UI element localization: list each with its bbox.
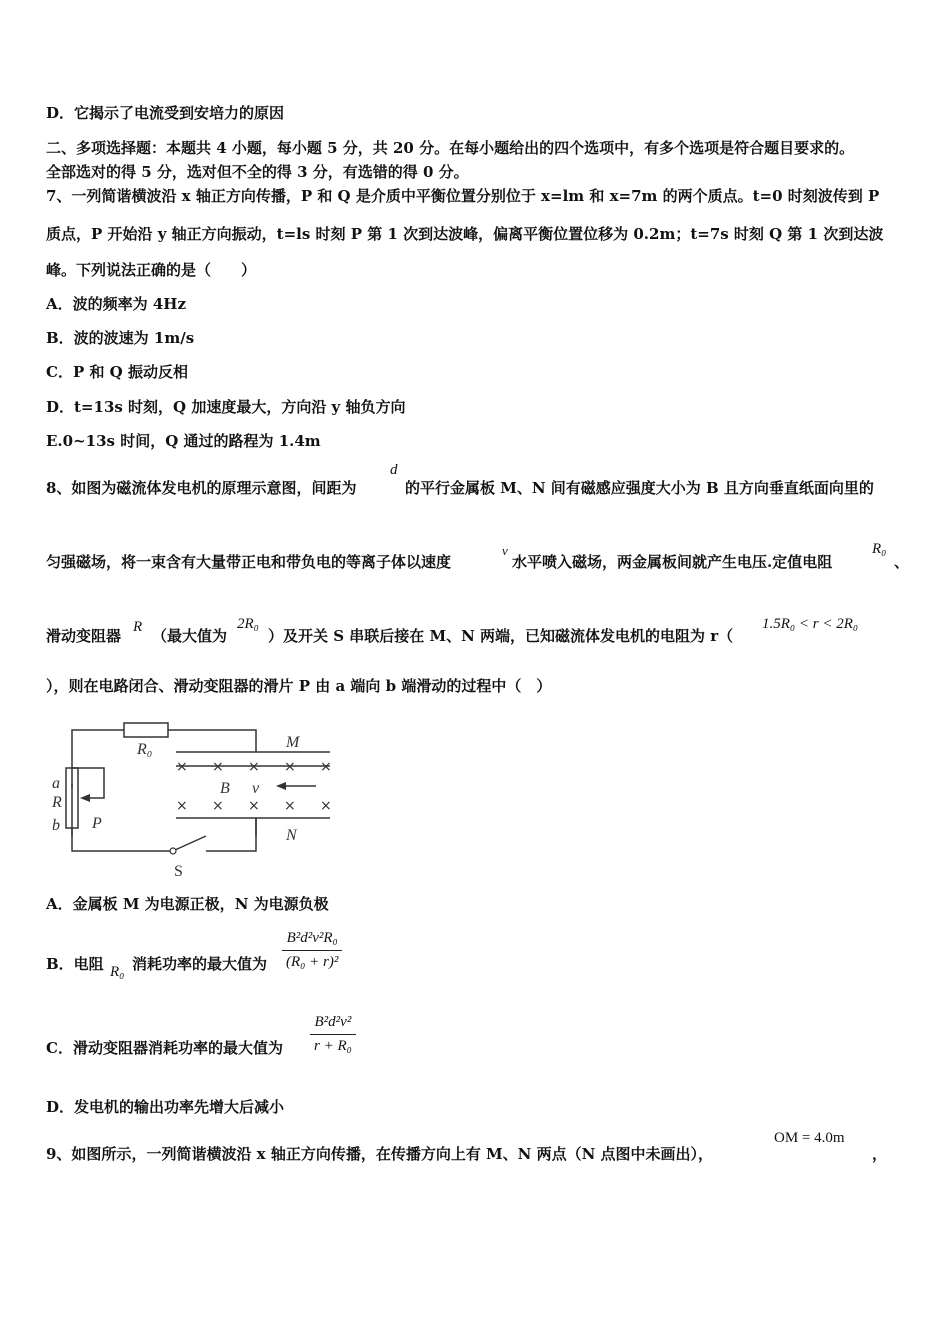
question-7-line2: 质点，P 开始沿 y 轴正方向振动，t=ls 时刻 P 第 1 次到达波峰，偏离平衡位置位移为 0.2m；t=7s 时刻 Q 第 1 次到达波 [46, 225, 884, 243]
math-R: R [133, 619, 143, 635]
cross: × [320, 759, 332, 775]
fraction-b-denominator: (R₀ + r)² [286, 954, 339, 970]
label-s: S [174, 863, 183, 880]
cross: × [320, 798, 332, 814]
option-7d-prev: D．它揭示了电流受到安培力的原因 [46, 104, 285, 122]
question-9-comma: ， [872, 1145, 888, 1163]
question-8-line3c: ）及开关 S 串联后接在 M、N 两端，已知磁流体发电机的电阻为 r（ [268, 627, 734, 645]
slider-arrowhead [80, 794, 90, 802]
cross: × [248, 759, 260, 775]
label-n: N [286, 827, 297, 844]
option-8c: C．滑动变阻器消耗功率的最大值为 [46, 1039, 283, 1057]
wire-bottom-left [72, 828, 171, 851]
math-v: v [502, 543, 508, 558]
cross: × [284, 759, 296, 775]
label-r0: R₀ [137, 741, 153, 758]
cross: × [248, 798, 260, 814]
question-8-line2c: 、 [894, 553, 910, 571]
switch-pivot [170, 848, 176, 854]
question-8-line3a: 滑动变阻器 [46, 627, 122, 645]
cross: × [176, 798, 188, 814]
label-m: M [286, 734, 300, 751]
top-wire-right [168, 730, 256, 752]
fraction-b-numerator: B²d²v²R₀ [282, 930, 342, 951]
math-R0: R₀ [872, 541, 887, 557]
math-om: OM = 4.0m [774, 1130, 845, 1146]
fraction-c [310, 1014, 356, 1055]
fraction-b [282, 930, 342, 971]
label-v: v [252, 780, 260, 797]
math-2R0: 2R₀ [237, 616, 259, 632]
label-b-end: b [52, 817, 60, 834]
question-8-line3b: （最大值为 [152, 627, 228, 645]
question-8-line2a: 匀强磁场，将一束含有大量带正电和带负电的等离子体以速度 [46, 553, 452, 571]
section-heading: 二、多项选择题：本题共 4 小题，每小题 5 分，共 20 分。在每小题给出的四个选项中，有多个选项是符合题目要求的。 [46, 139, 855, 157]
switch-lever [175, 836, 206, 850]
slider-wire [72, 768, 104, 798]
label-a: a [52, 775, 60, 792]
question-8-line2b: 水平喷入磁场，两金属板间就产生电压.定值电阻 [512, 553, 833, 571]
question-8-line1b: 的平行金属板 M、N 间有磁感应强度大小为 B 且方向垂直纸面向里的 [405, 479, 874, 497]
math-r0-b: R₀ [110, 964, 125, 980]
section-heading-cont: 全部选对的得 5 分，选对但不全的得 3 分，有选错的得 0 分。 [46, 163, 469, 181]
option-8a: A．金属板 M 为电源正极，N 为电源负极 [46, 895, 329, 913]
cross: × [212, 798, 224, 814]
velocity-arrowhead [276, 782, 286, 790]
label-p: P [92, 815, 102, 832]
option-8d: D．发电机的输出功率先增大后减小 [46, 1098, 285, 1116]
question-9-line1: 9、如图所示，一列简谐横波沿 x 轴正方向传播，在传播方向上有 M、N 两点（N 点图中未画出）， [46, 1145, 714, 1163]
label-b: B [220, 780, 230, 797]
option-7c: C．P 和 Q 振动反相 [46, 363, 188, 381]
question-8-line1a: 8、如图为磁流体发电机的原理示意图，间距为 [46, 479, 357, 497]
question-7-line3: 峰。下列说法正确的是（ ） [46, 261, 257, 279]
math-d: d [390, 462, 398, 478]
question-8-line4: ），则在电路闭合、滑动变阻器的滑片 P 由 a 端向 b 端滑动的过程中（ ） [46, 677, 552, 695]
question-7-line1: 7、一列简谐横波沿 x 轴正方向传播，P 和 Q 是介质中平衡位置分别位于 x=lm 和 x=7m 的两个质点。t=0 时刻波传到 P [46, 187, 880, 205]
option-7b: B．波的波速为 1m/s [46, 329, 195, 347]
option-7d: D．t=13s 时刻，Q 加速度最大，方向沿 y 轴负方向 [46, 398, 406, 416]
math-range: 1.5R₀ < r < 2R₀ [762, 616, 859, 632]
fraction-c-denominator: r + R₀ [314, 1038, 352, 1054]
option-7a: A．波的频率为 4Hz [46, 295, 186, 313]
wire-bottom-right [206, 818, 256, 851]
cross: × [212, 759, 224, 775]
circuit-diagram [44, 718, 344, 884]
resistor-r0 [124, 723, 168, 737]
label-r: R [52, 794, 62, 811]
option-7e: E.0~13s 时间，Q 通过的路程为 1.4m [46, 432, 321, 450]
option-8b-b: 消耗功率的最大值为 [132, 955, 268, 973]
cross: × [176, 759, 188, 775]
cross: × [284, 798, 296, 814]
option-8b-a: B．电阻 [46, 955, 104, 973]
fraction-c-numerator: B²d²v² [310, 1014, 356, 1035]
